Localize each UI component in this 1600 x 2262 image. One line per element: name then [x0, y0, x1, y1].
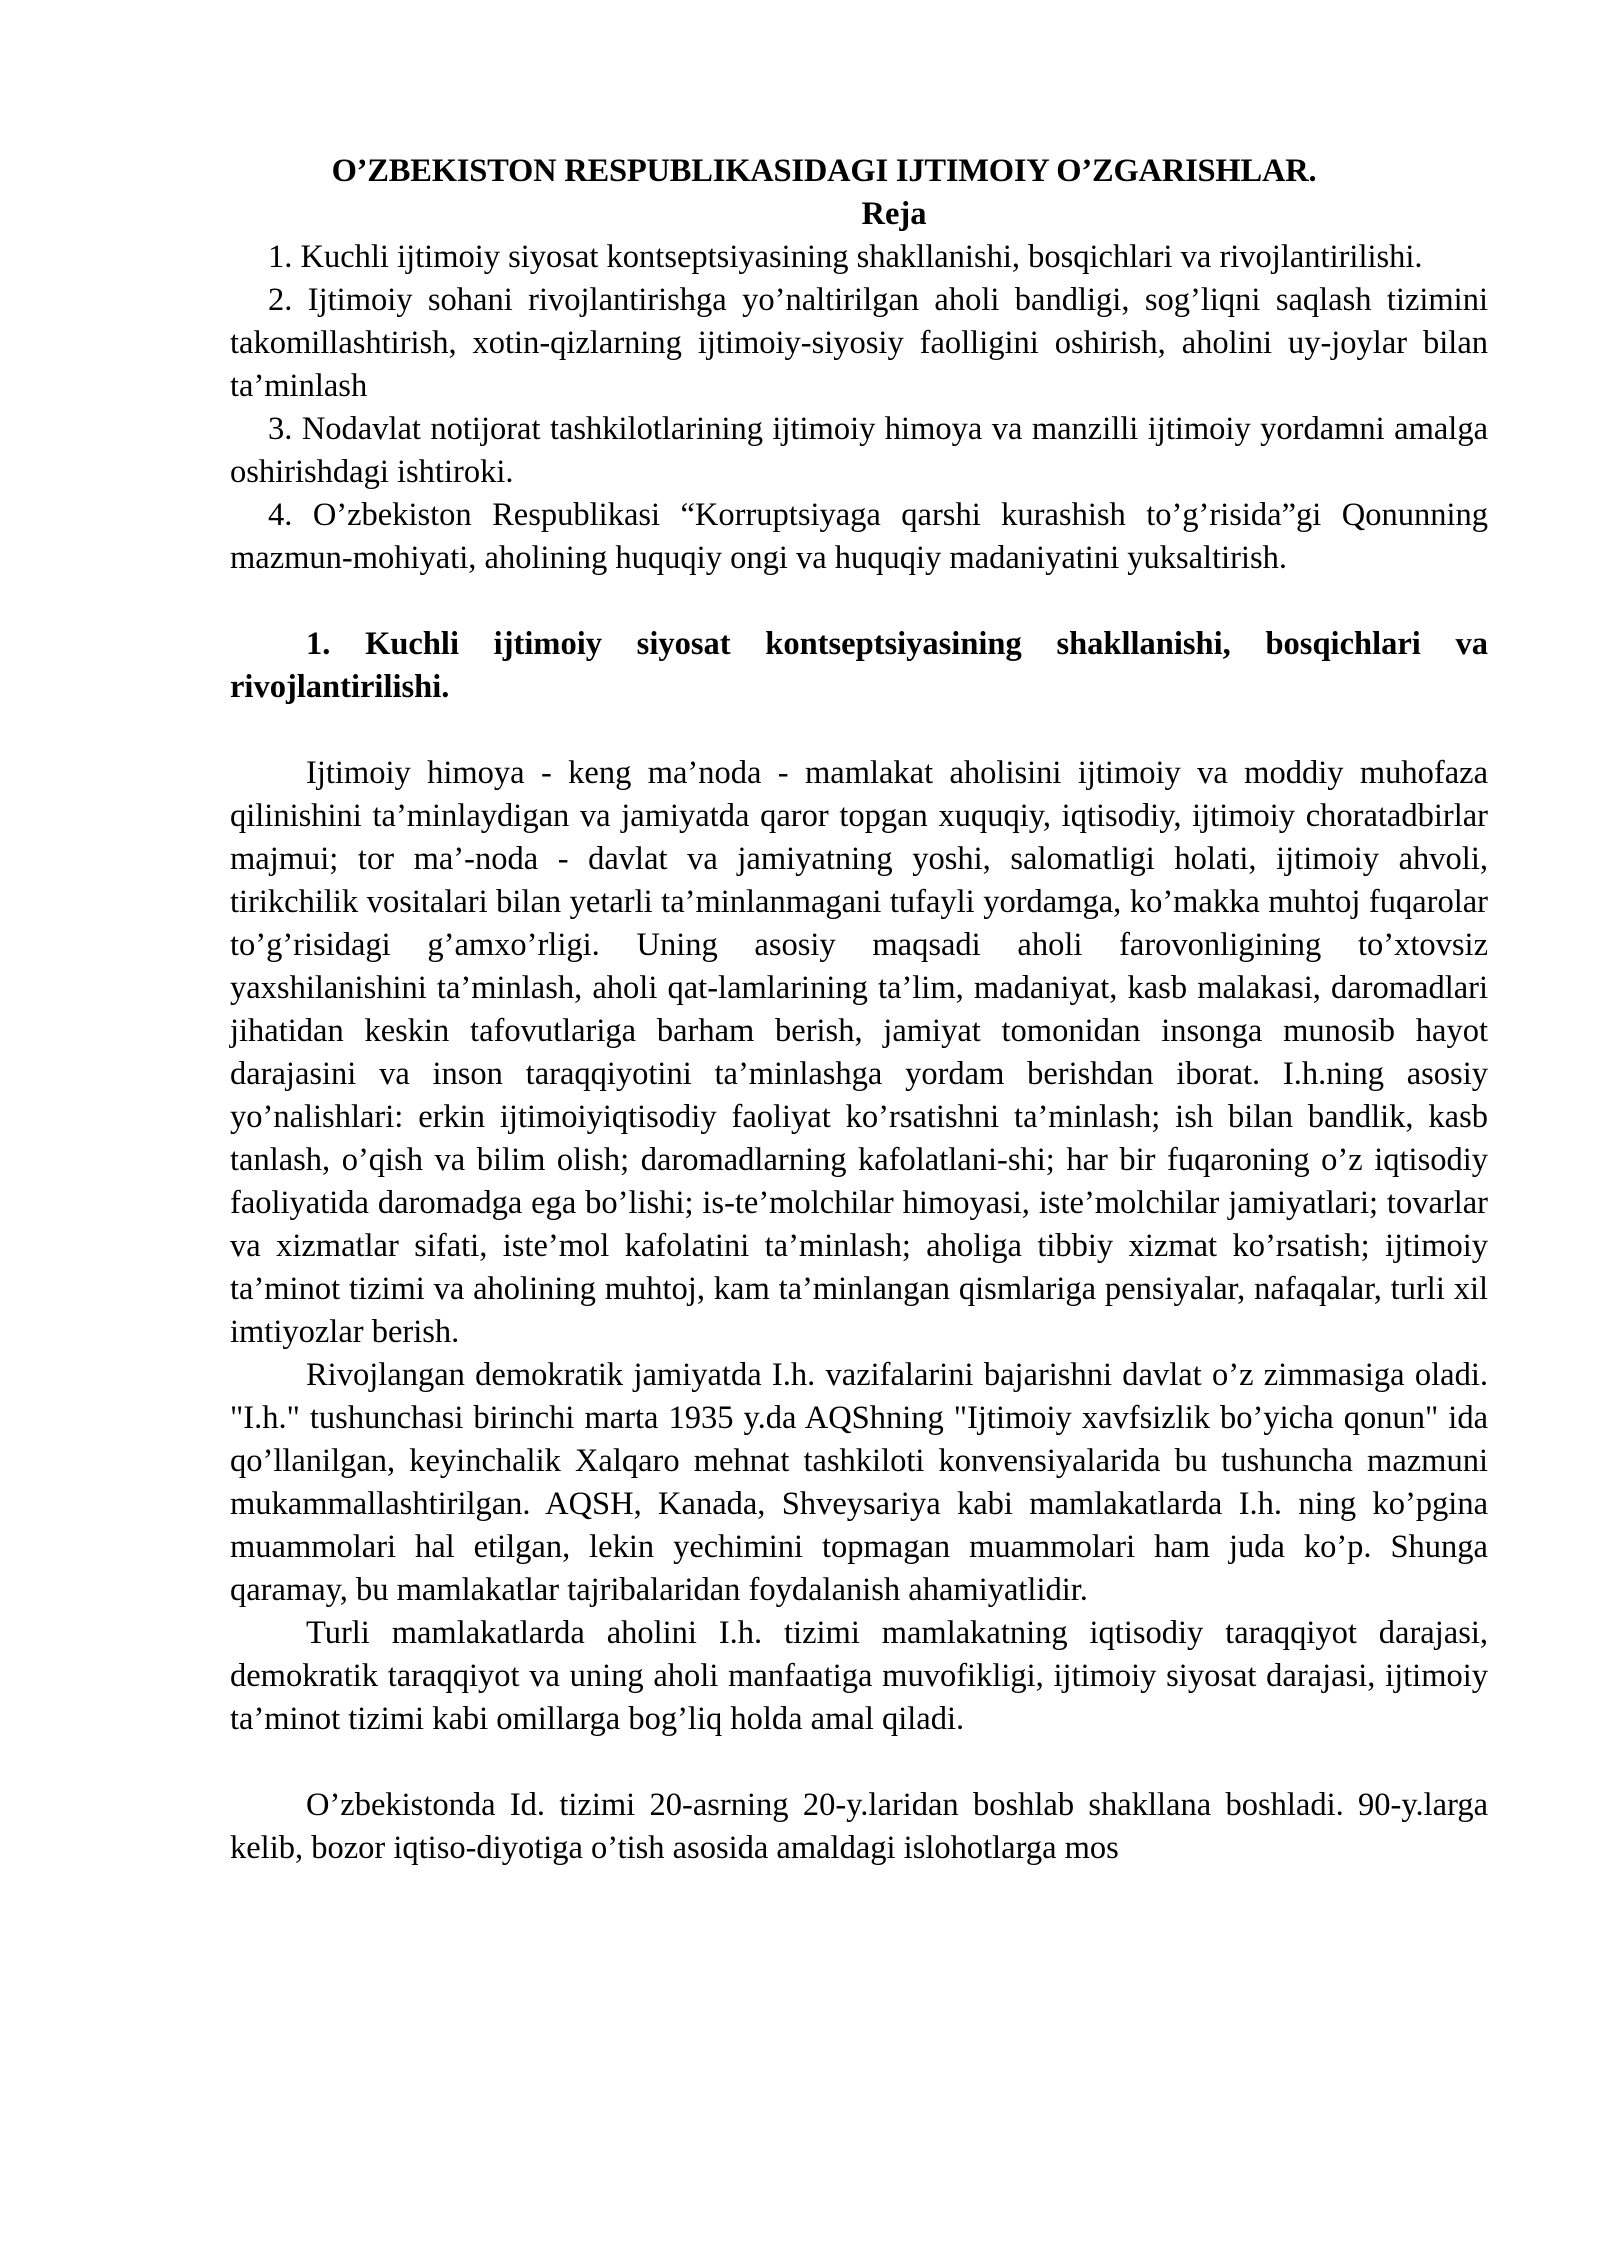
body-paragraph: Rivojlangan demokratik jamiyatda I.h. vazifalarini bajarishni davlat o’z zimmasiga oladi. "I.h." tushunchasi birinchi marta 1935 y.da AQShning "Ijtimoiy xavfsizlik bo’yicha qonun" ida qo’llanilgan, keyinchalik Xalqaro mehnat tashkiloti konvensiyalarida bu tushuncha mazmuni mukammallashtirilgan. AQSH, Kanada, Shveysariya kabi mamlakatlarda I.h. ning ko’pgina muammolari hal etilgan, lekin yechimini topmagan muammolari ham juda ko’p. Shunga qaramay, bu mamlakatlar tajribalaridan foydalanish ahamiyatlidir.: [230, 1357, 1488, 1608]
body-paragraph: Ijtimoiy himoya - keng ma’noda - mamlakat aholisini ijtimoiy va moddiy muhofaza qilinishini ta’minlaydigan va jamiyatda qaror topgan xuquqiy, iqtisodiy, ijtimoiy choratadbirlar majmui; tor ma’-noda - davlat va jamiyatning yoshi, salomatligi holati, ijtimoiy ahvoli, tirikchilik vositalari bilan yetarli ta’minlanmagani tufayli yordamga, ko’makka muhtoj fuqarolar to’g’risidagi g’amxo’rligi. Uning asosiy maqsadi aholi farovonligining to’xtovsiz yaxshilanishini ta’minlash, aholi qat-lamlarining ta’lim, madaniyat, kasb malakasi, daromadlari jihatidan keskin tafovutlariga barham berish, jamiyat tomonidan insonga munosib hayot darajasini va inson taraqqiyotini ta’minlashga yordam berishdan iborat. I.h.ning asosiy yo’nalishlari: erkin ijtimoiyiqtisodiy faoliyat ko’rsatishni ta’minlash; ish bilan bandlik, kasb tanlash, o’qish va bilim olish; daromadlarning kafolatlani-shi; har bir fuqaroning o’z iqtisodiy faoliyatida daromadga ega bo’lishi; is-te’molchilar himoyasi, iste’molchilar jamiyatlari; tovarlar va xizmatlar sifati, iste’mol kafolatini ta’minlash; aholiga tibbiy xizmat ko’rsatish; ijtimoiy ta’minot tizimi va aholining muhtoj, kam ta’minlangan qismlariga pensiyalar, nafaqalar, turli xil imtiyozlar berish.: [230, 755, 1488, 1350]
plan-item: 4. O’zbekiston Respublikasi “Korruptsiyaga qarshi kurashish to’g’risida”gi Qonunning mazmun-mohiyati, aholining huquqiy ongi va huquqiy madaniyatini yuksaltirish.: [230, 497, 1488, 576]
document-page: [230, 150, 1488, 1870]
plan-list: [230, 236, 1488, 580]
body-paragraph: Turli mamlakatlarda aholini I.h. tizimi mamlakatning iqtisodiy taraqqiyot darajasi, demokratik taraqqiyot va uning aholi manfaatiga muvofikligi, ijtimoiy siyosat darajasi, ijtimoiy ta’minot tizimi kabi omillarga bog’liq holda amal qiladi.: [230, 1615, 1488, 1737]
blank-line: [230, 1741, 1488, 1784]
document-title: O’ZBEKISTON RESPUBLIKASIDAGI IJTIMOIY O’ZGARISHLAR.: [331, 153, 1317, 189]
plan-heading: Reja: [861, 196, 927, 232]
blank-line: [230, 580, 1488, 623]
plan-item: 1. Kuchli ijtimoiy siyosat kontseptsiyasining shakllanishi, bosqichlari va rivojlantirilishi.: [268, 239, 1423, 275]
body-paragraph: O’zbekistonda Id. tizimi 20-asrning 20-y.laridan boshlab shakllana boshladi. 90-y.larga kelib, bozor iqtiso-diyotiga o’tish asosida amaldagi islohotlarga mos: [230, 1787, 1488, 1866]
plan-item: 3. Nodavlat notijorat tashkilotlarining ijtimoiy himoya va manzilli ijtimoiy yordamni amalga oshirishdagi ishtiroki.: [230, 411, 1488, 490]
blank-line: [230, 709, 1488, 752]
plan-item: 2. Ijtimoiy sohani rivojlantirishga yo’naltirilgan aholi bandligi, sog’liqni saqlash tizimini takomillashtirish, xotin-qizlarning ijtimoiy-siyosiy faolligini oshirish, aholini uy-joylar bilan ta’minlash: [230, 282, 1488, 404]
section-heading: 1. Kuchli ijtimoiy siyosat kontseptsiyasining shakllanishi, bosqichlari va rivojlantirilishi.: [230, 626, 1488, 705]
